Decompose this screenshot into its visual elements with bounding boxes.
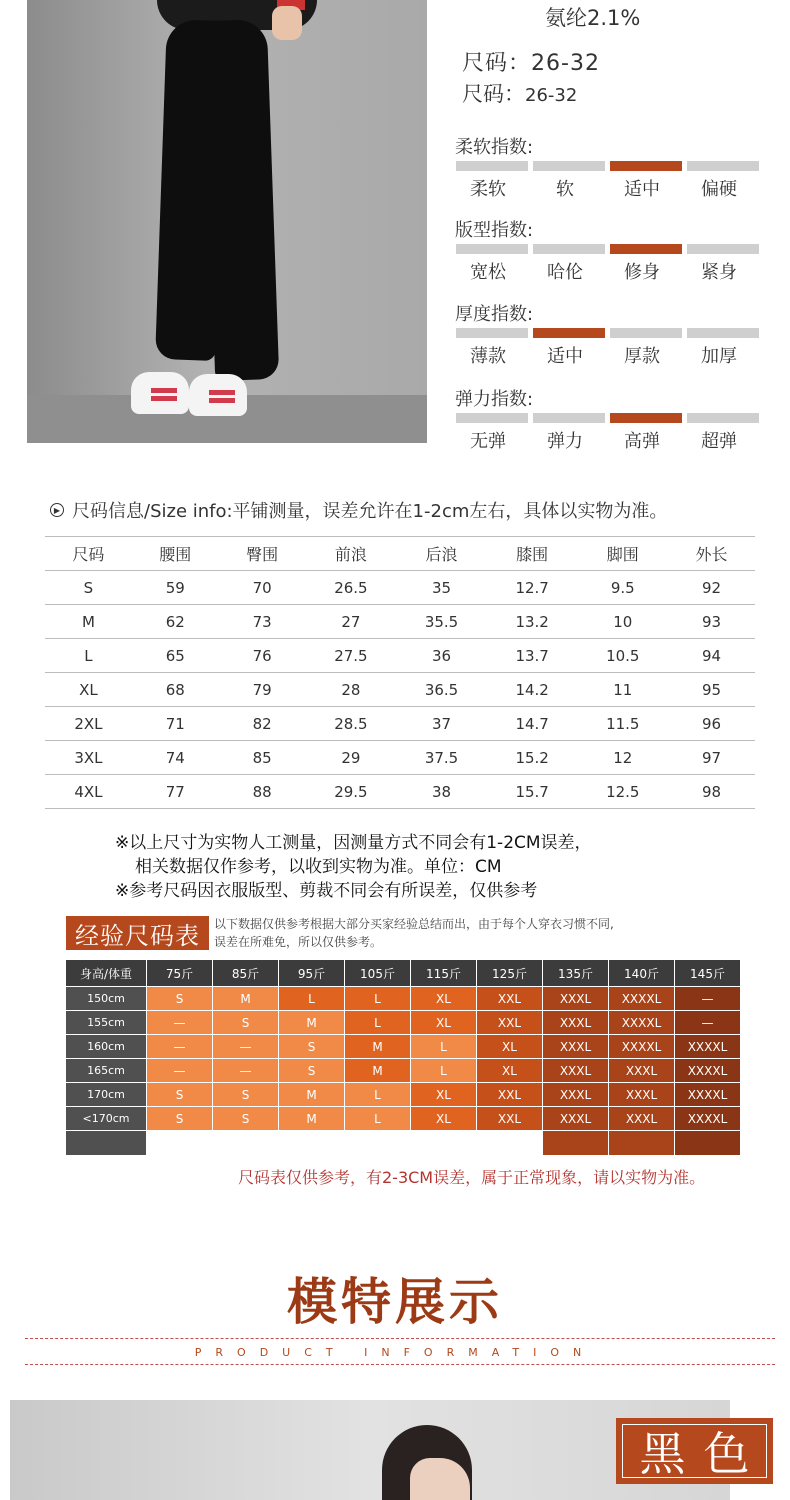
divider-bottom — [25, 1364, 775, 1365]
size-cell: XXXXL — [675, 1083, 740, 1106]
size-cell: L — [345, 1083, 410, 1106]
table-row — [45, 673, 755, 707]
experience-desc-1: 以下数据仅供参考根据大部分买家经验总结而出，由于每个人穿衣习惯不同, — [214, 917, 614, 931]
height-header: 170cm — [66, 1083, 146, 1106]
table-cell: 4XL — [45, 775, 132, 809]
table-cell: 35.5 — [396, 605, 487, 639]
size-cell: XL — [477, 1059, 542, 1082]
table-cell: 97 — [668, 741, 755, 775]
table-cell: M — [45, 605, 132, 639]
index-option: 加厚 — [701, 346, 737, 367]
table-cell: 11 — [577, 673, 668, 707]
size-cell: — — [147, 1011, 212, 1034]
grid-corner-header: 身高/体重 — [66, 960, 146, 986]
index-option: 柔软 — [470, 179, 506, 200]
note-line-2: 相关数据仅作参考，以收到实物为准。单位：CM — [135, 857, 502, 877]
height-header: <170cm — [66, 1107, 146, 1130]
size-cell: XXXL — [543, 1059, 608, 1082]
table-cell: 37 — [396, 707, 487, 741]
size-cell: S — [279, 1035, 344, 1058]
size-value: 26-32 — [531, 51, 600, 76]
index-bar — [456, 328, 528, 338]
size-cell: S — [213, 1083, 278, 1106]
table-row — [45, 639, 755, 673]
index-title: 弹力指数: — [455, 389, 534, 410]
size-cell: S — [213, 1107, 278, 1130]
size-cell: S — [147, 1107, 212, 1130]
table-cell: 65 — [132, 639, 219, 673]
spandex-content: 氨纶2.1% — [545, 6, 641, 30]
model-show-subtitle: PRODUCT INFORMATION — [194, 1346, 596, 1359]
grid-footer-cell — [675, 1131, 740, 1155]
size-range-large — [462, 46, 600, 77]
table-cell: 59 — [132, 571, 219, 605]
table-cell: 37.5 — [396, 741, 487, 775]
size-cell: L — [411, 1059, 476, 1082]
size-cell: — — [213, 1059, 278, 1082]
table-cell: 15.2 — [487, 741, 578, 775]
table-cell: 94 — [668, 639, 755, 673]
size-cell: XXXXL — [609, 1011, 674, 1034]
index-bar-selected — [610, 161, 682, 171]
size-cell: XL — [411, 1083, 476, 1106]
size-cell: XXXL — [543, 987, 608, 1010]
size-cell: XXL — [477, 987, 542, 1010]
index-option: 宽松 — [470, 262, 506, 283]
size-cell: XXXL — [543, 1083, 608, 1106]
index-bar — [687, 328, 759, 338]
size-cell: M — [345, 1035, 410, 1058]
table-cell: 12.7 — [487, 571, 578, 605]
table-cell: 77 — [132, 775, 219, 809]
weight-header: 135斤 — [543, 960, 608, 986]
table-cell: 28.5 — [306, 707, 397, 741]
index-bar — [610, 328, 682, 338]
index-option: 修身 — [624, 262, 660, 283]
size-cell: — — [147, 1035, 212, 1058]
table-cell: 71 — [132, 707, 219, 741]
index-option: 高弹 — [624, 431, 660, 452]
table-cell: 88 — [219, 775, 306, 809]
color-tag: 黑色 — [616, 1418, 773, 1484]
size-cell: — — [675, 987, 740, 1010]
table-cell: 35 — [396, 571, 487, 605]
table-cell: 11.5 — [577, 707, 668, 741]
weight-header: 85斤 — [213, 960, 278, 986]
index-option: 弹力 — [547, 431, 583, 452]
index-option: 厚款 — [624, 346, 660, 367]
size-cell: M — [345, 1059, 410, 1082]
table-cell: 2XL — [45, 707, 132, 741]
table-row — [45, 707, 755, 741]
weight-header: 145斤 — [675, 960, 740, 986]
weight-header: 140斤 — [609, 960, 674, 986]
index-bar — [687, 413, 759, 423]
size-cell: XXXXL — [609, 987, 674, 1010]
size-cell: XL — [477, 1035, 542, 1058]
table-cell: 9.5 — [577, 571, 668, 605]
index-option: 适中 — [624, 179, 660, 200]
column-header: 腰围 — [132, 537, 219, 571]
grid-footer-cell — [609, 1131, 674, 1155]
index-title: 柔软指数: — [455, 137, 534, 158]
size-range-small — [462, 78, 577, 108]
table-cell: 12.5 — [577, 775, 668, 809]
size-cell: XXXXL — [609, 1035, 674, 1058]
table-cell: XL — [45, 673, 132, 707]
size-cell: XXXXL — [675, 1035, 740, 1058]
size-info — [50, 497, 667, 523]
weight-header: 125斤 — [477, 960, 542, 986]
table-cell: 95 — [668, 673, 755, 707]
table-cell: 12 — [577, 741, 668, 775]
size-cell: L — [345, 1011, 410, 1034]
table-cell: 93 — [668, 605, 755, 639]
index-bar-selected — [610, 413, 682, 423]
model-show-title: 模特展示 — [287, 1272, 503, 1331]
index-option: 紧身 — [701, 262, 737, 283]
size-cell: L — [345, 1107, 410, 1130]
index-bar — [687, 244, 759, 254]
height-header: 160cm — [66, 1035, 146, 1058]
table-cell: 14.7 — [487, 707, 578, 741]
size-table — [45, 536, 755, 809]
circle-arrow-icon: ▶ — [50, 503, 64, 517]
size-cell: L — [411, 1035, 476, 1058]
divider-top — [25, 1338, 775, 1339]
size-label: 尺码： — [462, 51, 532, 76]
size-cell: M — [279, 1083, 344, 1106]
column-header: 外长 — [668, 537, 755, 571]
table-cell: 74 — [132, 741, 219, 775]
index-option: 偏硬 — [701, 179, 737, 200]
grid-footer-cell — [213, 1131, 278, 1155]
size-cell: M — [213, 987, 278, 1010]
index-option: 软 — [556, 179, 574, 200]
table-cell: 82 — [219, 707, 306, 741]
size-cell: S — [279, 1059, 344, 1082]
column-header: 尺码 — [45, 537, 132, 571]
index-title: 厚度指数: — [455, 304, 534, 325]
disclaimer: 尺码表仅供参考，有2-3CM误差，属于正常现象，请以实物为准。 — [238, 1168, 706, 1187]
table-cell: 62 — [132, 605, 219, 639]
size-cell: XXXXL — [675, 1107, 740, 1130]
note-line-1: ※以上尺寸为实物人工测量，因测量方式不同会有1-2CM误差， — [115, 833, 592, 853]
size-cell: L — [279, 987, 344, 1010]
table-cell: 28 — [306, 673, 397, 707]
size-cell: XXL — [477, 1107, 542, 1130]
table-cell: 29.5 — [306, 775, 397, 809]
grid-footer-cell — [147, 1131, 212, 1155]
table-cell: 14.2 — [487, 673, 578, 707]
size-cell: XXXL — [543, 1011, 608, 1034]
size-cell: XXXL — [609, 1083, 674, 1106]
size-cell: XL — [411, 987, 476, 1010]
grid-footer-cell — [279, 1131, 344, 1155]
note-line-3: ※参考尺码因衣服版型、剪裁不同会有所误差，仅供参考 — [115, 881, 538, 901]
size-cell: XXXL — [609, 1107, 674, 1130]
size-cell: S — [147, 987, 212, 1010]
index-bar — [533, 161, 605, 171]
index-bar — [533, 244, 605, 254]
table-row — [45, 741, 755, 775]
index-option: 哈伦 — [547, 262, 583, 283]
index-bar — [456, 413, 528, 423]
table-cell: 73 — [219, 605, 306, 639]
table-cell: 92 — [668, 571, 755, 605]
table-cell: 26.5 — [306, 571, 397, 605]
table-cell: 98 — [668, 775, 755, 809]
height-header: 165cm — [66, 1059, 146, 1082]
size-cell: XL — [411, 1011, 476, 1034]
table-cell: 3XL — [45, 741, 132, 775]
index-option: 适中 — [547, 346, 583, 367]
index-title: 版型指数: — [455, 220, 534, 241]
index-bar-selected — [610, 244, 682, 254]
size-value: 26-32 — [525, 85, 578, 106]
table-cell: 79 — [219, 673, 306, 707]
size-cell: XXL — [477, 1011, 542, 1034]
table-cell: 13.2 — [487, 605, 578, 639]
table-cell: 13.7 — [487, 639, 578, 673]
product-photo — [27, 0, 427, 443]
height-header: 155cm — [66, 1011, 146, 1034]
table-row — [45, 605, 755, 639]
table-row — [45, 775, 755, 809]
grid-footer-cell — [345, 1131, 410, 1155]
size-label: 尺码： — [462, 82, 525, 106]
size-cell: S — [213, 1011, 278, 1034]
column-header: 前浪 — [306, 537, 397, 571]
size-cell: XXXXL — [675, 1059, 740, 1082]
size-cell: XL — [411, 1107, 476, 1130]
grid-footer-cell — [411, 1131, 476, 1155]
experience-desc-2: 误差在所难免，所以仅供参考。 — [214, 935, 383, 949]
index-bar — [533, 413, 605, 423]
table-cell: 85 — [219, 741, 306, 775]
weight-header: 95斤 — [279, 960, 344, 986]
index-option: 薄款 — [470, 346, 506, 367]
weight-header: 105斤 — [345, 960, 410, 986]
index-bar — [687, 161, 759, 171]
table-cell: 27 — [306, 605, 397, 639]
size-cell: XXL — [477, 1083, 542, 1106]
table-cell: 36 — [396, 639, 487, 673]
table-cell: 10.5 — [577, 639, 668, 673]
grid-footer-cell — [543, 1131, 608, 1155]
size-cell: L — [345, 987, 410, 1010]
size-cell: — — [675, 1011, 740, 1034]
size-cell: XXXL — [543, 1035, 608, 1058]
grid-footer-cell — [66, 1131, 146, 1155]
index-bar — [456, 161, 528, 171]
weight-header: 75斤 — [147, 960, 212, 986]
column-header: 后浪 — [396, 537, 487, 571]
weight-header: 115斤 — [411, 960, 476, 986]
size-cell: S — [147, 1083, 212, 1106]
table-cell: 76 — [219, 639, 306, 673]
table-cell: 96 — [668, 707, 755, 741]
table-cell: 38 — [396, 775, 487, 809]
height-header: 150cm — [66, 987, 146, 1010]
index-bar — [456, 244, 528, 254]
size-info-text: 尺码信息/Size info:平铺测量，误差允许在1-2cm左右，具体以实物为准。 — [72, 501, 668, 522]
size-cell: XXXL — [543, 1107, 608, 1130]
color-tag-frame — [622, 1424, 767, 1478]
table-cell: L — [45, 639, 132, 673]
experience-title: 经验尺码表 — [66, 916, 209, 950]
size-cell: M — [279, 1011, 344, 1034]
index-option: 超弹 — [701, 431, 737, 452]
table-cell: 70 — [219, 571, 306, 605]
table-cell: 36.5 — [396, 673, 487, 707]
column-header: 臀围 — [219, 537, 306, 571]
size-cell: M — [279, 1107, 344, 1130]
size-cell: — — [147, 1059, 212, 1082]
table-cell: S — [45, 571, 132, 605]
index-bar-selected — [533, 328, 605, 338]
table-cell: 68 — [132, 673, 219, 707]
table-cell: 29 — [306, 741, 397, 775]
grid-footer-cell — [477, 1131, 542, 1155]
table-cell: 15.7 — [487, 775, 578, 809]
table-cell: 27.5 — [306, 639, 397, 673]
table-cell: 10 — [577, 605, 668, 639]
column-header: 脚围 — [577, 537, 668, 571]
size-cell: — — [213, 1035, 278, 1058]
column-header: 膝围 — [487, 537, 578, 571]
size-cell: XXXL — [609, 1059, 674, 1082]
table-row — [45, 571, 755, 605]
index-option: 无弹 — [470, 431, 506, 452]
